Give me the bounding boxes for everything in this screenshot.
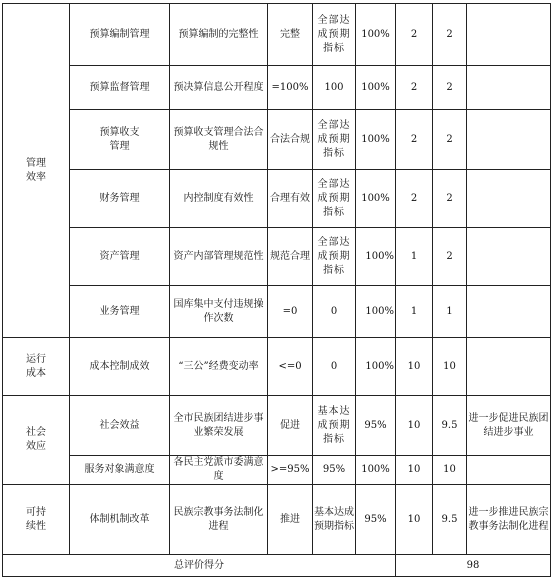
target-value-cell: 合理有效	[268, 170, 313, 228]
sub-indicator-cell: 资产管理	[70, 228, 170, 286]
score-cell: 9.5	[433, 485, 467, 555]
total-label: 总评价得分	[3, 555, 396, 577]
sub-indicator-cell: 成本控制成效	[70, 338, 170, 396]
sub-indicator-cell: 社会效益	[70, 396, 170, 456]
indicator-cell: 资产内部管理规范性	[170, 228, 268, 286]
actual-value-cell: 0	[313, 338, 356, 396]
total-row	[3, 555, 551, 577]
target-value-cell: =0	[268, 286, 313, 338]
score-cell: 2	[433, 228, 467, 286]
indicator-cell: 民族宗教事务法制化进程	[170, 485, 268, 555]
score-cell: 10	[433, 338, 467, 396]
completion-rate-cell: 95%	[356, 396, 396, 456]
target-value-cell: 推进	[268, 485, 313, 555]
completion-rate-cell: 100%	[356, 338, 396, 396]
note-cell	[467, 66, 551, 110]
weight-cell: 10	[396, 456, 433, 485]
target-value-cell: 规范合理	[268, 228, 313, 286]
table-row	[3, 170, 551, 228]
sub-indicator-cell: 体制机制改革	[70, 485, 170, 555]
table-row	[3, 228, 551, 286]
actual-value-cell: 全部达成预期指标	[313, 228, 356, 286]
note-cell	[467, 4, 551, 66]
table-row	[3, 396, 551, 456]
weight-cell: 2	[396, 4, 433, 66]
note-cell: 进一步促进民族团结进步事业	[467, 396, 551, 456]
indicator-cell: 内控制度有效性	[170, 170, 268, 228]
weight-cell: 2	[396, 170, 433, 228]
table-row	[3, 4, 551, 66]
table-row	[3, 66, 551, 110]
category-cell: 运行 成本	[3, 338, 70, 396]
completion-rate-cell: 100%	[356, 4, 396, 66]
completion-rate-cell: 95%	[356, 485, 396, 555]
table-row	[3, 485, 551, 555]
sub-indicator-cell: 预算编制管理	[70, 4, 170, 66]
actual-value-cell: 全部达成预期指标	[313, 110, 356, 170]
actual-value-cell: 0	[313, 286, 356, 338]
indicator-cell: “三公”经费变动率	[170, 338, 268, 396]
weight-cell: 2	[396, 110, 433, 170]
weight-cell: 10	[396, 485, 433, 555]
score-cell: 2	[433, 170, 467, 228]
note-cell	[467, 338, 551, 396]
category-cell: 可持 续性	[3, 485, 70, 555]
table-row	[3, 338, 551, 396]
sub-indicator-cell: 业务管理	[70, 286, 170, 338]
target-value-cell: 合法合规	[268, 110, 313, 170]
indicator-cell: 预决算信息公开程度	[170, 66, 268, 110]
indicator-cell: 各民主党派市委满意度	[170, 456, 268, 485]
category-cell: 社会 效应	[3, 396, 70, 485]
weight-cell: 1	[396, 286, 433, 338]
weight-cell: 10	[396, 396, 433, 456]
target-value-cell: <=0	[268, 338, 313, 396]
weight-cell: 2	[396, 66, 433, 110]
target-value-cell: 完整	[268, 4, 313, 66]
indicator-cell: 国库集中支付违规操作次数	[170, 286, 268, 338]
score-cell: 9.5	[433, 396, 467, 456]
indicator-cell: 预算收支管理合法合规性	[170, 110, 268, 170]
score-cell: 1	[433, 286, 467, 338]
note-cell	[467, 456, 551, 485]
table-row	[3, 456, 551, 485]
target-value-cell: 促进	[268, 396, 313, 456]
sub-indicator-cell: 预算收支 管理	[70, 110, 170, 170]
completion-rate-cell: 100%	[356, 110, 396, 170]
table-row	[3, 286, 551, 338]
actual-value-cell: 全部达成预期指标	[313, 4, 356, 66]
completion-rate-cell: 100%	[356, 228, 396, 286]
table-row	[3, 110, 551, 170]
note-cell: 进一步推进民族宗教事务法制化进程	[467, 485, 551, 555]
score-cell: 10	[433, 456, 467, 485]
actual-value-cell: 100	[313, 66, 356, 110]
note-cell	[467, 228, 551, 286]
completion-rate-cell: 100%	[356, 66, 396, 110]
note-cell	[467, 170, 551, 228]
completion-rate-cell: 100%	[356, 286, 396, 338]
indicator-cell: 全市民族团结进步事业繁荣发展	[170, 396, 268, 456]
actual-value-cell: 基本达成预期指标	[313, 396, 356, 456]
completion-rate-cell: 100%	[356, 170, 396, 228]
performance-evaluation-table	[2, 3, 551, 577]
actual-value-cell: 全部达成预期指标	[313, 170, 356, 228]
note-cell	[467, 286, 551, 338]
score-cell: 2	[433, 66, 467, 110]
sub-indicator-cell: 服务对象满意度	[70, 456, 170, 485]
note-cell	[467, 110, 551, 170]
score-cell: 2	[433, 4, 467, 66]
target-value-cell: =100%	[268, 66, 313, 110]
indicator-cell: 预算编制的完整性	[170, 4, 268, 66]
category-cell: 管理 效率	[3, 4, 70, 338]
actual-value-cell: 基本达成预期指标	[313, 485, 356, 555]
sub-indicator-cell: 财务管理	[70, 170, 170, 228]
weight-cell: 1	[396, 228, 433, 286]
actual-value-cell: 95%	[313, 456, 356, 485]
score-cell: 2	[433, 110, 467, 170]
weight-cell: 10	[396, 338, 433, 396]
total-score: 98	[396, 555, 551, 577]
sub-indicator-cell: 预算监督管理	[70, 66, 170, 110]
completion-rate-cell: 100%	[356, 456, 396, 485]
target-value-cell: >=95%	[268, 456, 313, 485]
